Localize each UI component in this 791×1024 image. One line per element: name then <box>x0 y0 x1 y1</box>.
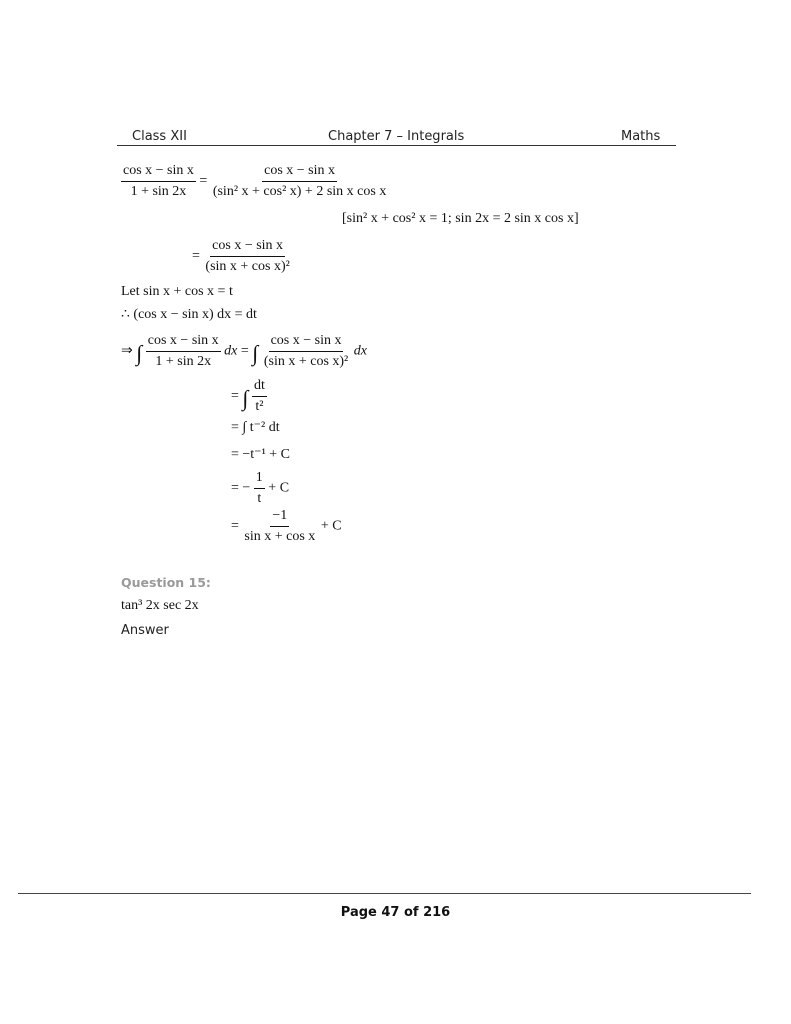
footer-rule <box>18 893 751 894</box>
answer-label: Answer <box>121 623 169 638</box>
step-8: = $\frac{-1}{\text{sin x + cos x}}$ + C <box>231 508 342 544</box>
integral-sign-icon: ∫ <box>242 385 249 411</box>
step-6: = −t⁻¹ + C <box>231 447 291 462</box>
step-2-numerator: cos x − sin x <box>210 238 285 257</box>
trig-identity-note: [sin² x + cos² x = 1; sin 2x = 2 sin x cos x] <box>342 211 579 226</box>
step-1-rhs-denominator: (sin² x + cos² x) + 2 sin x cos x <box>212 184 387 199</box>
header-class: Class XII <box>132 129 187 144</box>
step-3-rhs-fraction <box>262 333 350 370</box>
step-1-lhs-numerator: cos x − sin x <box>121 163 196 182</box>
question-expression: tan³ 2x sec 2x <box>121 598 199 613</box>
step-1-lhs-fraction <box>121 163 196 200</box>
step-1-rhs-fraction <box>211 163 389 200</box>
step-2-fraction <box>203 238 291 275</box>
step-3-lhs-fraction <box>146 333 221 370</box>
step-7-numerator: 1 <box>254 470 265 489</box>
step-4-numerator: dt <box>252 378 267 397</box>
step-3-rhs-denominator: (sin x + cos x)² <box>263 354 349 369</box>
header-rule <box>117 145 676 146</box>
step-3-lhs-denominator: 1 + sin 2x <box>155 354 212 369</box>
step-2: = $\frac{\text{cos x − sin x}}{\text{(sin x + cos x)²}}$ <box>192 238 290 274</box>
step-7-denominator: t <box>257 491 262 506</box>
step-1: $\frac{\text{cos x − sin x}}{1 + \sin 2x}$ = $\frac{\text{cos x − sin x}}{\text{(sin² x + cos² x) + 2 sin x cos x}}$ <box>123 163 387 199</box>
question-label: Question 15: <box>121 575 211 590</box>
step-7-fraction <box>254 470 265 507</box>
page-number: Page 47 of 216 <box>340 905 451 920</box>
step-7: = − $\frac{1}{t}$ + C <box>231 470 290 506</box>
differential-line: ∴ (cos x − sin x) dx = dt <box>121 307 257 322</box>
step-1-rhs-numerator: cos x − sin x <box>262 163 337 182</box>
substitution-line: Let sin x + cos x = t <box>121 284 233 299</box>
step-3: ⇒ ∫ $\frac{\text{cos x − sin x}}{1 + \sin 2x}$ dx = ∫ $\frac{\text{cos x − sin x}}{\text{(sin x + cos x)²}}$ dx <box>121 333 367 369</box>
step-2-denominator: (sin x + cos x)² <box>205 259 290 274</box>
header-subject: Maths <box>621 129 661 144</box>
step-4-fraction <box>252 378 267 415</box>
step-8-denominator: sin x + cos x <box>244 529 316 544</box>
step-8-fraction <box>242 508 317 545</box>
step-5: = ∫ t⁻² dt <box>231 420 280 435</box>
step-3-rhs-numerator: cos x − sin x <box>269 333 344 352</box>
step-4: = ∫ $\frac{dt}{\text{t²}}$ <box>231 378 265 414</box>
header-chapter: Chapter 7 – Integrals <box>328 129 465 144</box>
step-1-lhs-denominator: 1 + sin 2x <box>130 184 187 199</box>
integral-sign-icon: ∫ <box>136 340 143 366</box>
step-3-lhs-numerator: cos x − sin x <box>146 333 221 352</box>
step-8-numerator: −1 <box>270 508 289 527</box>
step-4-denominator: t² <box>255 399 264 414</box>
integral-sign-icon: ∫ <box>252 340 259 366</box>
